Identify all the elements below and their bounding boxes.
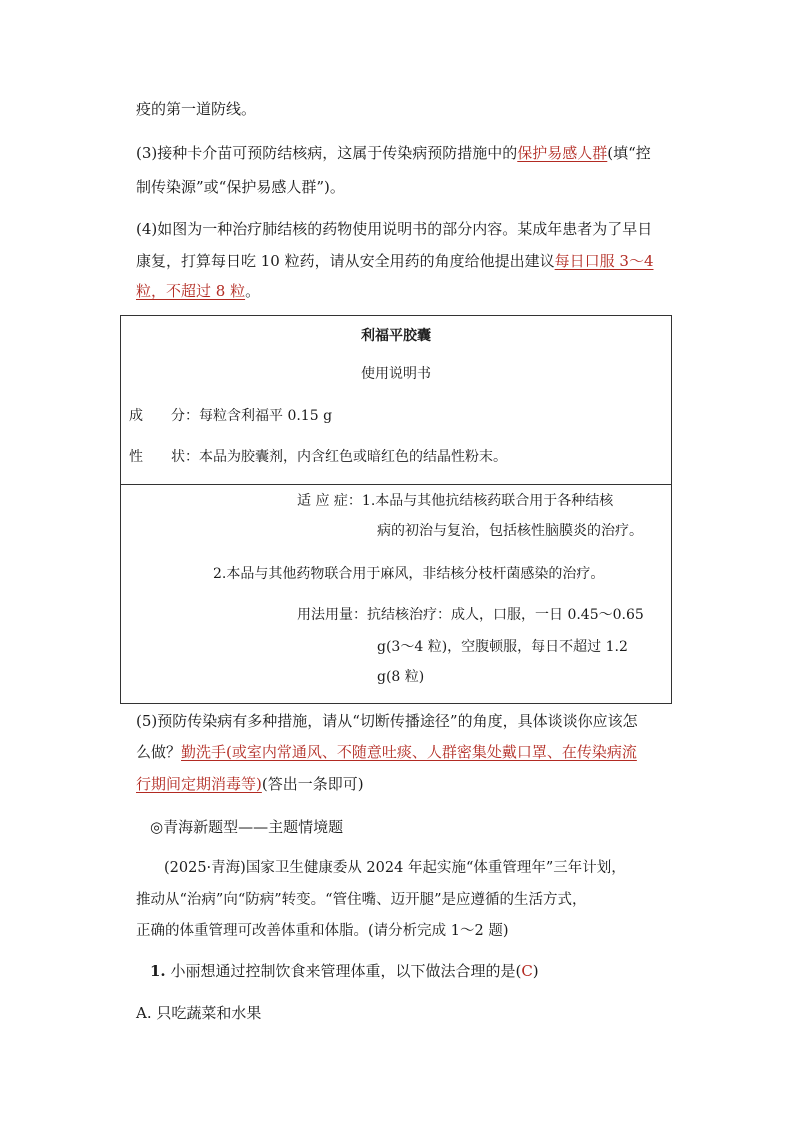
q4-line2 (136, 250, 654, 272)
q3-prefix: (3)接种卡介苗可预防结核病，这属于传染病预防措施中的 (136, 144, 518, 162)
drug-name: 利福平胶囊 (361, 328, 431, 344)
property-value: 本品为胶囊剂，内含红色或暗红色的结晶性粉末。 (199, 449, 507, 465)
q4-line1: (4)如图为一种治疗肺结核的药物使用说明书的部分内容。某成年患者为了早日 (136, 220, 653, 238)
question1-number: 1. (150, 962, 166, 980)
indication-line3: 2.本品与其他药物联合用于麻风，非结核分枝杆菌感染的治疗。 (213, 566, 605, 582)
dosage-line1: 抗结核治疗：成人，口服，一日 0.45～0.65 (367, 607, 644, 623)
dosage-line2: g(3～4 粒)，空腹顿服，每日不超过 1.2 (377, 639, 628, 655)
indication-label: 适 应 症： (297, 493, 362, 509)
q5-line3 (136, 773, 364, 795)
dosage-line3: g(8 粒) (377, 669, 425, 685)
question1-suffix: ) (532, 962, 539, 980)
dosage-label: 用法用量： (297, 607, 367, 623)
leaflet-subtitle: 使用说明书 (361, 366, 431, 382)
q5-answer-part2: 行期间定期消毒等) (136, 775, 262, 793)
q5-line2-prefix: 么做？ (136, 743, 182, 761)
property-row (129, 447, 507, 467)
dosage-row (297, 605, 644, 625)
q3-continued-text: 疫的第一道防线。 (136, 100, 257, 118)
option-a-text: 只吃蔬菜和水果 (156, 1004, 262, 1022)
q3-line2: 制传染源”或“保护易感人群”)。 (136, 178, 345, 196)
q5-line3-suffix: (答出一条即可) (261, 775, 364, 793)
q4-answer-part2: 粒，不超过 8 粒 (136, 282, 246, 300)
q3-line1 (136, 142, 651, 164)
composition-label: 成 分： (129, 408, 199, 424)
q5-answer-part1: 勤洗手(或室内常通风、不随意吐痰、人群密集处戴口罩、在传染病流 (181, 743, 637, 761)
property-label: 性 状： (129, 449, 199, 465)
question1-text: 小丽想通过控制饮食来管理体重，以下做法合理的是( (170, 962, 522, 980)
question1 (150, 960, 539, 982)
indication-row (297, 491, 613, 511)
q5-line2 (136, 741, 637, 763)
q4-answer-part1: 每日口服 3～4 (554, 252, 654, 270)
scenario-line3: 正确的体重管理可改善体重和体脂。(请分析完成 1～2 题) (136, 923, 509, 939)
composition-value: 每粒含利福平 0.15 g (199, 408, 333, 424)
q4-line2-prefix: 康复，打算每日吃 10 粒药，请从安全用药的角度给他提出建议 (136, 252, 555, 270)
leaflet-top-box (120, 315, 672, 485)
indication-line1: 1.本品与其他抗结核药联合用于各种结核 (361, 493, 614, 509)
option-a-label: A. (136, 1004, 152, 1022)
q4-line3-suffix: 。 (245, 282, 261, 300)
section-title: ◎青海新题型——主题情境题 (150, 818, 344, 836)
indication-line2: 病的初治与复治，包括核性脑膜炎的治疗。 (377, 523, 643, 539)
q5-line1: (5)预防传染病有多种措施，请从“切断传播途径”的角度，具体谈谈你应该怎 (136, 712, 638, 730)
q4-line3 (136, 280, 260, 302)
scenario-line1: (2025·青海)国家卫生健康委从 2024 年起实施“体重管理年”三年计划， (164, 860, 626, 876)
composition-row (129, 406, 332, 426)
scenario-line2: 推动从“治病”向“防病”转变。“管住嘴、迈开腿”是应遵循的生活方式， (136, 892, 587, 908)
q3-answer: 保护易感人群 (517, 144, 608, 162)
option-a (136, 1002, 261, 1024)
q3-suffix: (填“控 (607, 144, 651, 162)
leaflet-bottom-box (120, 484, 672, 704)
question1-answer: C (521, 962, 533, 980)
